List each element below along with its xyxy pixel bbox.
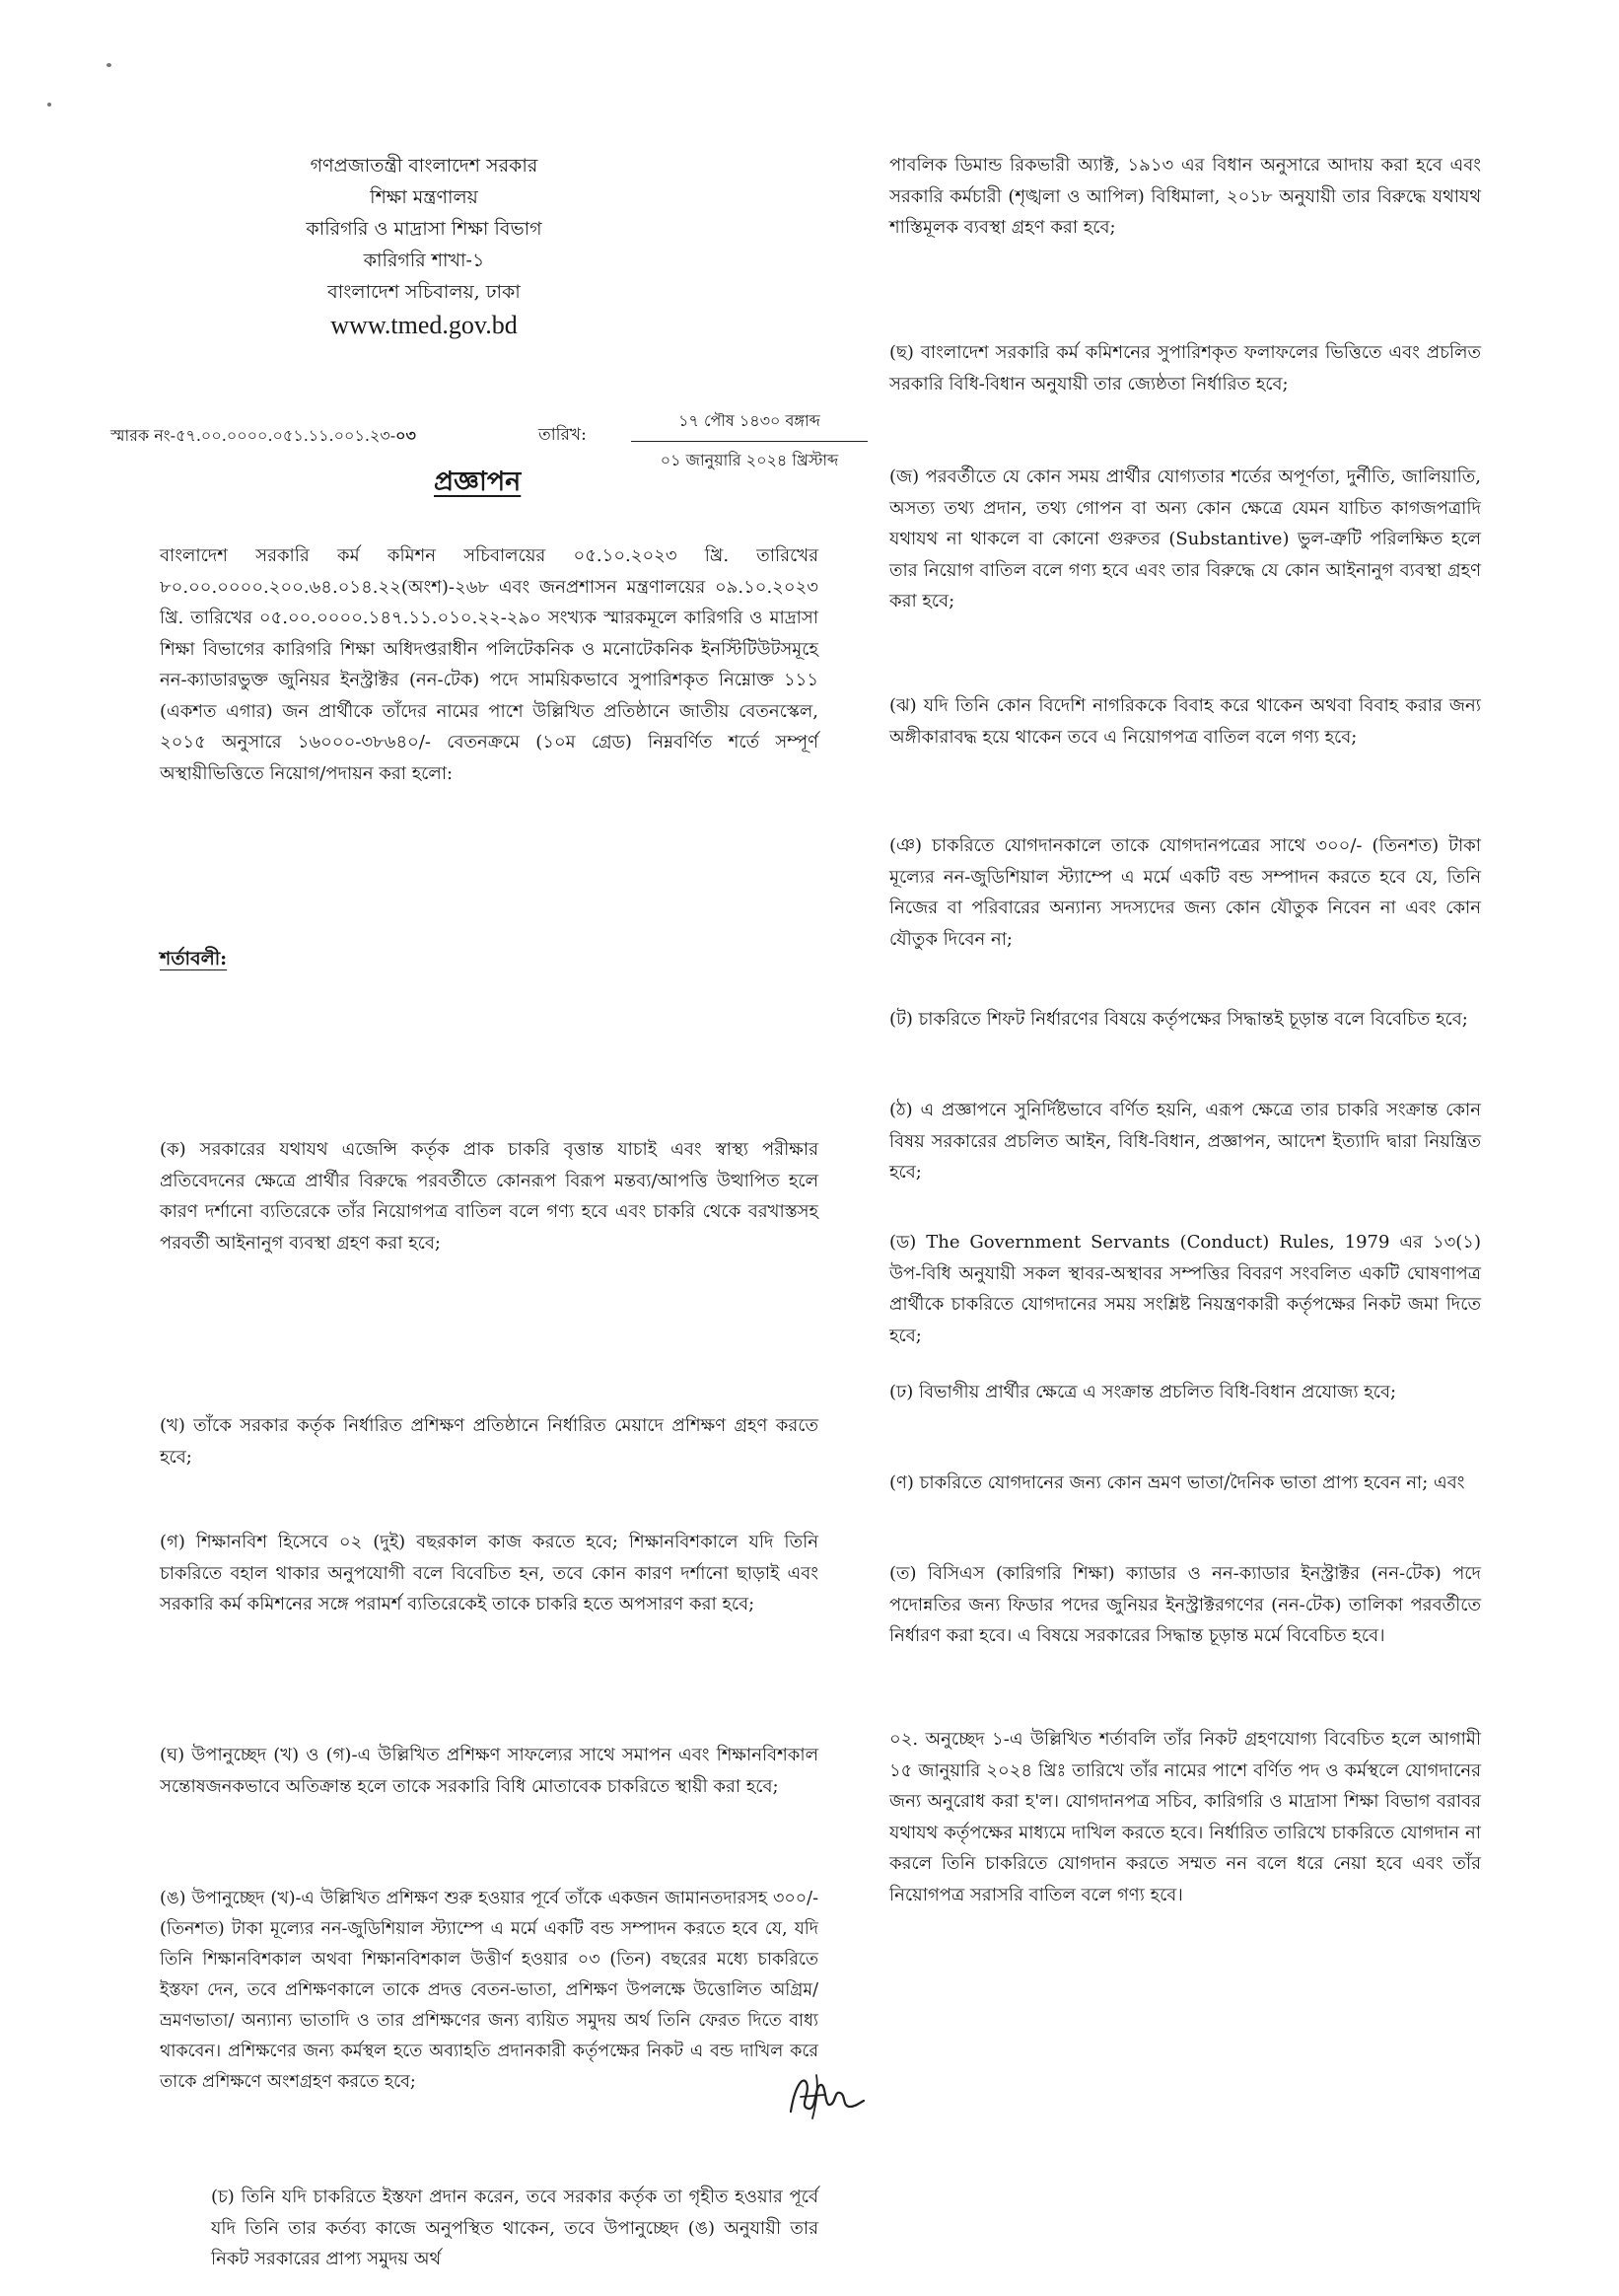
condition-cha: (চ) তিনি যদি চাকরিতে ইস্তফা প্রদান করেন, তবে সরকার কর্তৃক তা গৃহীত হওয়ার পূর্বে যদি তিনি তার কর্তব্য কাজে অনুপস্থিত থাকেন, তবে উপানুচ্ছেদ (ঙ) অনুযায়ী তার নিকট সরকারের প্রাপ্য সমুদয় অর্থ — [211, 2187, 818, 2269]
condition-dha: (ঢ) বিভাগীয় প্রার্থীর ক্ষেত্রে এ সংক্রান্ত প্রচলিত বিধি-বিধান প্রযোজ্য হবে; — [889, 1382, 1397, 1402]
paragraph-02: ০২. অনুচ্ছেদ ১-এ উল্লিখিত শর্তাবলি তাঁর নিকট গ্রহণযোগ্য বিবেচিত হলে আগামী ১৫ জানুয়ারি ২০২৪ খ্রিঃ তারিখে তাঁর নামের পাশে বর্ণিত পদ ও কর্মস্থলে যোগদানের জন্য অনুরোধ করা হ'ল। যোগদানপত্র সচিব, কারিগরি ও মাদ্রাসা শিক্ষা বিভাগ বরাবর যথাযথ কর্তৃপক্ষের মাধ্যমে দাখিল করতে হবে। নির্ধারিত তারিখে চাকরিতে যোগদান না করলে তিনি চাকরিতে যোগদান করতে সম্মত নন বলে ধরে নেয়া হবে এবং তাঁর নিয়োগপত্র সরাসরি বাতিল বলে গণ্য হবে। — [889, 1729, 1481, 1905]
condition-ka: (ক) সরকারের যথাযথ এজেন্সি কর্তৃক প্রাক চাকরি বৃত্তান্ত যাচাই এবং স্বাস্থ্য পরীক্ষার প্রতিবেদনের ক্ষেত্রে প্রার্থীর বিরুদ্ধে পরবর্তীতে কোনরূপ বিরূপ মন্তব্য/আপত্তি উত্থাপিত হলে কারণ দর্শানো ব্যতিরেকে তাঁর নিয়োগপত্র বাতিল বলে গণ্য হবে এবং চাকরি থেকে বরখাস্তসহ পরবর্তী আইনানুগ ব্যবস্থা গ্রহণ করা হবে; — [160, 1139, 818, 1254]
condition-uma: (ঙ) উপানুচ্ছেদ (খ)-এ উল্লিখিত প্রশিক্ষণ শুরু হওয়ার পূর্বে তাঁকে একজন জামানতদারসহ ৩০০/- (তিনশত) টাকা মূল্যের নন-জুডিশিয়াল স্ট্যাম্পে এ মর্মে একটি বন্ড সম্পাদন করতে হবে যে, যদি তিনি শিক্ষানবিশকাল অথবা শিক্ষানবিশকাল উত্তীর্ণ হওয়ার ০৩ (তিন) বছরের মধ্যে চাকরিতে ইস্তফা দেন, তবে প্রশিক্ষণকালে তাকে প্রদত্ত বেতন-ভাতা, প্রশিক্ষণ উপলক্ষে উত্তোলিত অগ্রিম/ ভ্রমণভাতা/ অন্যান্য ভাতাদি ও তার প্রশিক্ষণের জন্য ব্যয়িত সমুদয় অর্থ তিনি ফেরত দিতে বাধ্য থাকবেন। প্রশিক্ষণের জন্য কর্মস্থল হতে অব্যাহতি প্রদানকারী কর্তৃপক্ষের নিকট এ বন্ড দাখিল করে তাকে প্রশিক্ষণে অংশগ্রহণ করতে হবে; — [160, 1889, 818, 2092]
intro-paragraph: বাংলাদেশ সরকারি কর্ম কমিশন সচিবালয়ের ০৫.১০.২০২৩ খ্রি. তারিখের ৮০.০০.০০০০.২০০.৬৪.০১৪.২২(অংশ)-২৬৮ এবং জনপ্রশাসন মন্ত্রণালয়ের ০৯.১০.২০২৩ খ্রি. তারিখের ০৫.০০.০০০০.১৪৭.১১.০১০.২২-২৯০ সংখ্যক স্মারকমূলে কারিগরি ও মাদ্রাসা শিক্ষা বিভাগের কারিগরি শিক্ষা অধিদপ্তরাধীন পলিটেকনিক ও মনোটেকনিক ইনস্টিটিউটসমূহে নন-ক্যাডারভুক্ত জুনিয়র ইনস্ট্রাক্টর (নন-টেক) পদে সাময়িকভাবে সুপারিশকৃত নিম্নোক্ত ১১১ (একশত এগার) জন প্রার্থীকে তাঁদের নামের পাশে উল্লিখিত প্রতিষ্ঠানে জাতীয় বেতনস্কেল, ২০১৫ অনুসারে ১৬০০০-৩৮৬৪০/- বেতনক্রমে (১০ম গ্রেড) নিম্নবর্ণিত শর্তে সম্পূর্ণ অস্থায়ীভিত্তিতে নিয়োগ/পদায়ন করা হলো: — [160, 545, 818, 784]
header-government: গণপ্রজাতন্ত্রী বাংলাদেশ সরকার — [310, 155, 538, 177]
date-bangla: ১৭ পৌষ ১৪৩০ বঙ্গাব্দ — [631, 408, 868, 442]
header-division: কারিগরি ও মাদ্রাসা শিক্ষা বিভাগ — [306, 218, 542, 240]
condition-chha: (ছ) বাংলাদেশ সরকারি কর্ম কমিশনের সুপারিশকৃত ফলাফলের ভিত্তিতে এবং প্রচলিত সরকারি বিধি-বিধান অনুযায়ী তার জ্যেষ্ঠতা নির্ধারিত হবে; — [889, 342, 1481, 395]
header-ministry: শিক্ষা মন্ত্রণালয় — [370, 186, 478, 208]
condition-ta: (ট) চাকরিতে শিফট নির্ধারণের বিষয়ে কর্তৃপক্ষের সিদ্ধান্তই চূড়ান্ত বলে বিবেচিত হবে; — [889, 1009, 1468, 1030]
condition-na: (ণ) চাকরিতে যোগদানের জন্য কোন ভ্রমণ ভাতা/দৈনিক ভাতা প্রাপ্য হবেন না; এবং — [889, 1472, 1465, 1493]
date-english: ০১ জানুয়ারি ২০২৪ খ্রিস্টাব্দ — [660, 451, 839, 469]
condition-ga: (গ) শিক্ষানবিশ হিসেবে ০২ (দুই) বছরকাল কাজ করতে হবে; শিক্ষানবিশকালে যদি তিনি চাকরিতে বহাল থাকার অনুপযোগী বলে বিবেচিত হন, তবে কোন কারণ দর্শানো ছাড়াই এবং সরকারি কর্ম কমিশনের সঙ্গে পরামর্শ ব্যতিরেকেই তাকে চাকরি হতে অপসারণ করা হবে; — [160, 1532, 818, 1614]
condition-kha: (খ) তাঁকে সরকার কর্তৃক নির্ধারিত প্রশিক্ষণ প্রতিষ্ঠানে নির্ধারিত মেয়াদে প্রশিক্ষণ গ্রহণ করতে হবে; — [160, 1415, 818, 1468]
scan-speck — [47, 103, 51, 107]
memo-number-suffix: ০৩ — [395, 426, 416, 445]
condition-cha-continued: পাবলিক ডিমান্ড রিকভারী অ্যাক্ট, ১৯১৩ এর বিধান অনুসারে আদায় করা হবে এবং সরকারি কর্মচারী (শৃঙ্খলা ও আপিল) বিধিমালা, ২০১৮ অনুযায়ী তার বিরুদ্ধে যথাযথ শাস্তিমূলক ব্যবস্থা গ্রহণ করা হবে; — [889, 155, 1481, 238]
header-branch: কারিগরি শাখা-১ — [363, 250, 485, 271]
condition-jha: (ঝ) যদি তিনি কোন বিদেশি নাগরিককে বিবাহ করে থাকেন অথবা বিবাহ করার জন্য অঙ্গীকারাবদ্ধ হয়ে থাকেন তবে এ নিয়োগপত্র বাতিল বলে গণ্য হবে; — [889, 695, 1481, 748]
date-label: তারিখ: — [538, 425, 587, 445]
scan-speck — [106, 63, 111, 67]
condition-da: (ড) The Government Servants (Conduct) Rules, 1979 এর ১৩(১) উপ-বিধি অনুযায়ী সকল স্থাবর-অস্থাবর সম্পত্তির বিবরণ সংবলিত একটি ঘোষণাপত্র প্রার্থীকে চাকরিতে যোগদানের সময় সংশ্লিষ্ট নিয়ন্ত্রণকারী কর্তৃপক্ষের নিকট জমা দিতে হবে; — [889, 1232, 1481, 1346]
condition-tha: (ঠ) এ প্রজ্ঞাপনে সুনির্দিষ্টভাবে বর্ণিত হয়নি, এরূপ ক্ষেত্রে তার চাকরি সংক্রান্ত কোন বিষয় সরকারের প্রচলিত আইন, বিধি-বিধান, প্রজ্ঞাপন, আদেশ ইত্যাদি দ্বারা নিয়ন্ত্রিত হবে; — [889, 1100, 1481, 1183]
condition-nya: (ঞ) চাকরিতে যোগদানকালে তাকে যোগদানপত্রের সাথে ৩০০/- (তিনশত) টাকা মূল্যের নন-জুডিশিয়াল স্ট্যাম্পে এ মর্মে একটি বন্ড সম্পাদন করতে হবে যে, তিনি নিজের বা পরিবারের অন্যান্য সদস্যদের জন্য কোন যৌতুক নিবেন না এবং কোন যৌতুক দিবেন না; — [889, 835, 1481, 950]
header-location: বাংলাদেশ সচিবালয়, ঢাকা — [327, 281, 521, 303]
signature-mark — [781, 2067, 870, 2126]
header-website: www.tmed.gov.bd — [330, 311, 518, 339]
memo-number-prefix: স্মারক নং-৫৭.০০.০০০০.০৫১.১১.০০১.২৩- — [110, 426, 396, 445]
condition-gha: (ঘ) উপানুচ্ছেদ (খ) ও (গ)-এ উল্লিখিত প্রশিক্ষণ সাফল্যের সাথে সমাপন এবং শিক্ষানবিশকাল সন্তোষজনকভাবে অতিক্রান্ত হলে তাকে সরকারি বিধি মোতাবেক চাকরিতে স্থায়ী করা হবে; — [160, 1745, 818, 1797]
condition-ta-last: (ত) বিসিএস (কারিগরি শিক্ষা) ক্যাডার ও নন-ক্যাডার ইনস্ট্রাক্টর (নন-টেক) পদে পদোন্নতির জন্য ফিডার পদের জুনিয়র ইনস্ট্রাক্টরগণের (নন-টেক) তালিকা পরবর্তীতে নির্ধারণ করা হবে। এ বিষয়ে সরকারের সিদ্ধান্ত চূড়ান্ত মর্মে বিবেচিত হবে। — [889, 1563, 1481, 1646]
memo-number — [110, 423, 416, 450]
conditions-heading: শর্তাবলী: — [160, 948, 228, 969]
condition-ja: (জ) পরবর্তীতে যে কোন সময় প্রার্থীর যোগ্যতার শর্তের অপূর্ণতা, দুর্নীতি, জালিয়াতি, অসত্য তথ্য প্রদান, তথ্য গোপন বা অন্য কোন ক্ষেত্রে যেমন যাচিত কাগজপত্রাদি যথাযথ না থাকলে বা কোনো গুরুতর (Substantive) ভুল-ত্রুটি পরিলক্ষিত হলে তার নিয়োগ বাতিল বলে গণ্য হবে এবং তার বিরুদ্ধে যে কোন আইনানুগ ব্যবস্থা গ্রহণ করা হবে; — [889, 466, 1481, 611]
letterhead — [197, 150, 651, 341]
date-block — [631, 408, 868, 474]
document-title: প্রজ্ঞাপন — [434, 466, 522, 497]
